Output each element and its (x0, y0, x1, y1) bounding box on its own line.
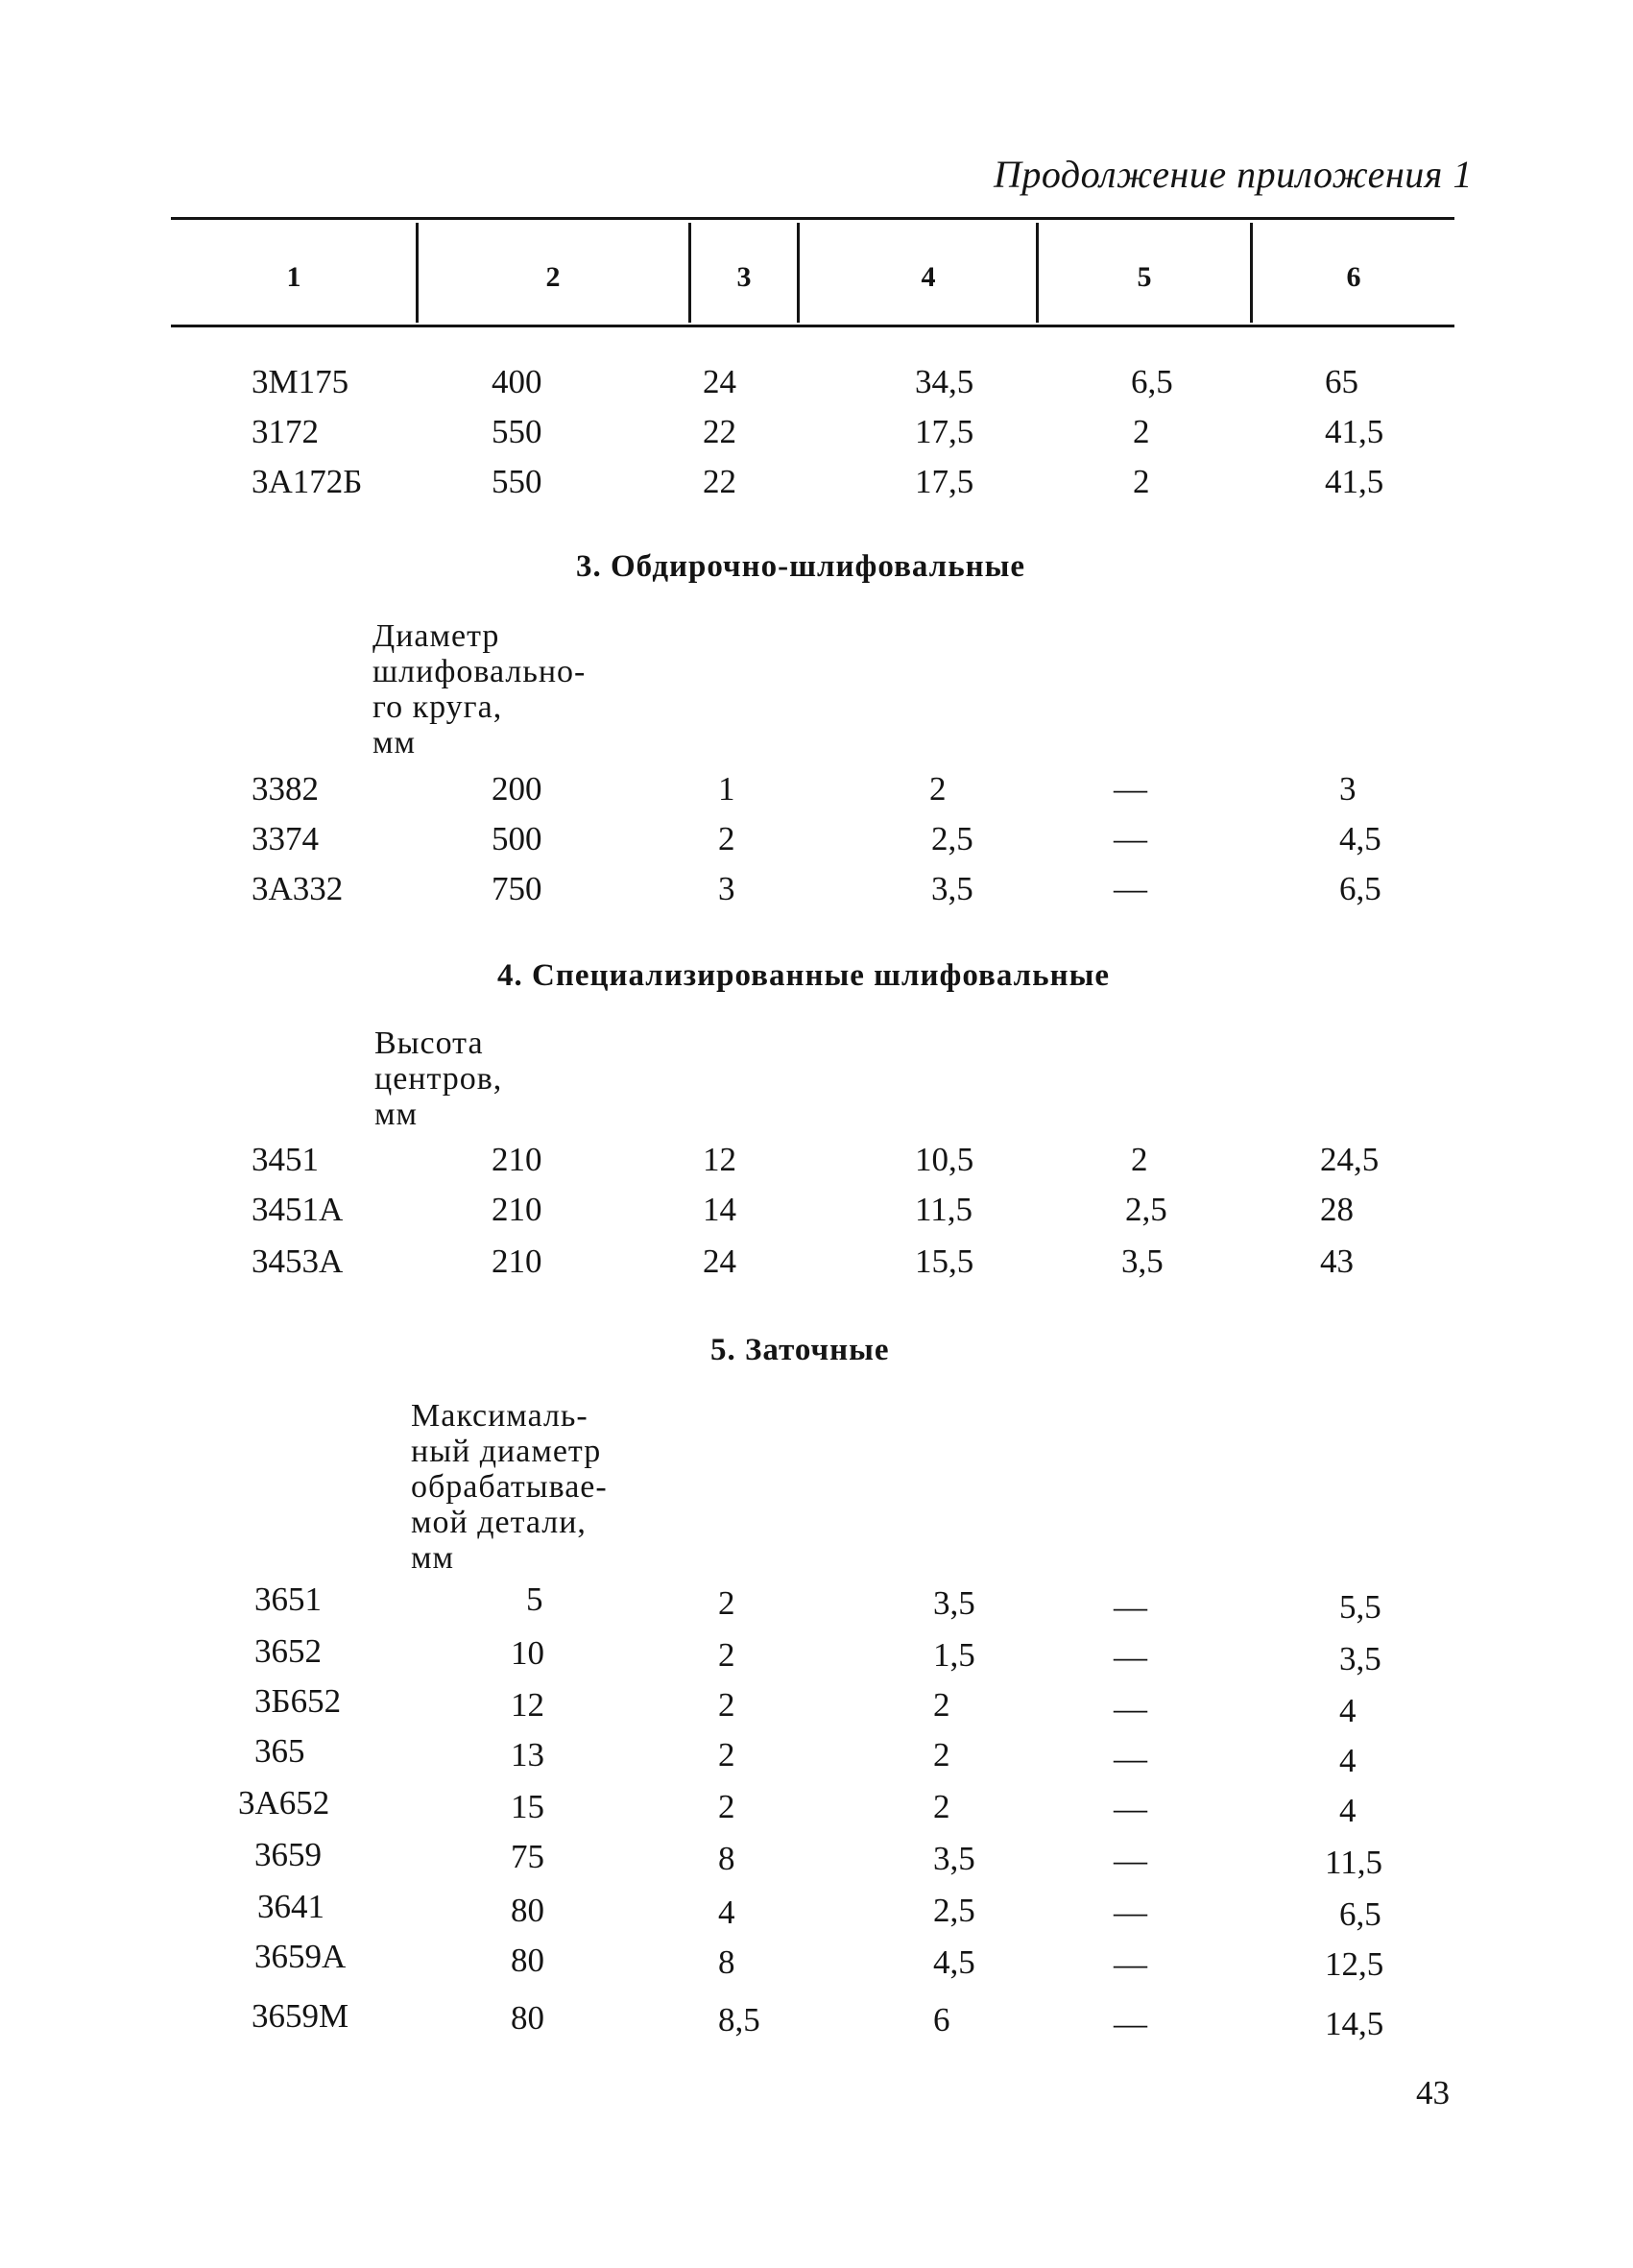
table-cell: 17,5 (915, 413, 974, 450)
table-cell: 3652 (254, 1632, 322, 1670)
table-cell: 12,5 (1325, 1945, 1384, 1983)
table-cell: 1 (718, 770, 735, 808)
column-header-3: 3 (736, 261, 752, 293)
table-cell: 2 (1131, 1141, 1148, 1178)
table-cell: 3А172Б (252, 463, 363, 500)
table-cell: 365 (254, 1732, 305, 1770)
table-cell: 11,5 (1325, 1844, 1382, 1881)
header-separator (1250, 223, 1253, 323)
table-cell: 13 (511, 1736, 544, 1773)
table-cell: — (1114, 1790, 1147, 1827)
table-cell: 2,5 (1125, 1191, 1167, 1228)
section-caption: Высота центров, мм (374, 1025, 503, 1132)
table-cell: 2 (933, 1736, 950, 1773)
table-cell: — (1114, 1842, 1147, 1879)
table-cell: 43 (1320, 1243, 1354, 1280)
table-cell: 14 (703, 1191, 736, 1228)
table-cell: 3382 (252, 770, 319, 808)
table-cell: — (1114, 1690, 1147, 1727)
table-cell: 500 (492, 820, 542, 857)
table-cell: 2 (933, 1788, 950, 1825)
table-cell: 3451А (252, 1191, 344, 1228)
table-cell: 4 (1339, 1742, 1357, 1779)
table-cell: 3,5 (931, 870, 973, 907)
table-cell: 12 (511, 1686, 544, 1724)
table-cell: 4 (718, 1894, 735, 1931)
table-cell: 8,5 (718, 2001, 760, 2039)
section-title: 3. Обдирочно-шлифовальные (576, 549, 1026, 584)
table-cell: — (1114, 1894, 1147, 1931)
table-cell: 24 (703, 363, 736, 400)
table-cell: 3172 (252, 413, 319, 450)
table-cell: 80 (511, 1999, 544, 2037)
table-cell: 2 (718, 1584, 735, 1622)
table-cell: 3,5 (1339, 1640, 1381, 1677)
table-cell: 210 (492, 1141, 542, 1178)
table-cell: 3651 (254, 1580, 322, 1618)
table-cell: — (1114, 1945, 1147, 1983)
page-number: 43 (1416, 2074, 1450, 2111)
table-cell: 3А332 (252, 870, 344, 907)
table-cell: 3374 (252, 820, 319, 857)
table-cell: 2 (718, 820, 735, 857)
table-cell: 75 (511, 1838, 544, 1875)
header-bottom-rule (171, 325, 1454, 327)
table-cell: 65 (1325, 363, 1358, 400)
table-cell: 80 (511, 1892, 544, 1929)
table-cell: 2 (718, 1736, 735, 1773)
table-cell: 210 (492, 1243, 542, 1280)
table-cell: 550 (492, 413, 542, 450)
table-cell: 10 (511, 1634, 544, 1672)
table-cell: — (1114, 870, 1147, 907)
header-separator (797, 223, 800, 323)
column-header-6: 6 (1346, 261, 1361, 293)
table-cell: 80 (511, 1942, 544, 1979)
table-cell: 12 (703, 1141, 736, 1178)
table-cell: 3,5 (933, 1840, 975, 1877)
table-cell: 34,5 (915, 363, 974, 400)
column-header-4: 4 (921, 261, 936, 293)
table-cell: 5 (526, 1580, 543, 1618)
table-cell: 6,5 (1339, 870, 1381, 907)
header-separator (1036, 223, 1039, 323)
column-header-5: 5 (1137, 261, 1152, 293)
table-cell: 3 (718, 870, 735, 907)
table-cell: 24,5 (1320, 1141, 1380, 1178)
header-top-rule (171, 217, 1454, 220)
table-cell: 2 (718, 1788, 735, 1825)
table-cell: — (1114, 770, 1147, 808)
table-cell: 3Б652 (254, 1682, 342, 1720)
header-separator (688, 223, 691, 323)
table-cell: — (1114, 2005, 1147, 2042)
table-cell: 4,5 (933, 1943, 975, 1981)
table-cell: 4 (1339, 1792, 1357, 1829)
table-cell: 2 (718, 1636, 735, 1674)
table-cell: 24 (703, 1243, 736, 1280)
table-cell: 4,5 (1339, 820, 1381, 857)
table-cell: 15,5 (915, 1243, 974, 1280)
table-cell: 14,5 (1325, 2005, 1384, 2042)
table-cell: 3659М (252, 1997, 349, 2035)
section-title: 4. Специализированные шлифовальные (497, 958, 1111, 993)
table-cell: 22 (703, 413, 736, 450)
section-caption: Диаметр шлифовально- го круга, мм (372, 618, 587, 760)
table-cell: 3 (1339, 770, 1357, 808)
table-cell: — (1114, 1588, 1147, 1626)
table-cell: 6,5 (1339, 1895, 1381, 1933)
table-cell: — (1114, 1740, 1147, 1777)
table-cell: 2 (1133, 463, 1150, 500)
table-cell: 3453А (252, 1243, 344, 1280)
table-cell: 10,5 (915, 1141, 974, 1178)
table-cell: 22 (703, 463, 736, 500)
table-cell: 11,5 (915, 1191, 973, 1228)
table-cell: 28 (1320, 1191, 1354, 1228)
table-cell: 3451 (252, 1141, 319, 1178)
table-cell: 2 (718, 1686, 735, 1724)
table-cell: 3659А (254, 1938, 347, 1975)
table-cell: 400 (492, 363, 542, 400)
table-cell: 5,5 (1339, 1588, 1381, 1626)
table-cell: 6 (933, 2001, 950, 2039)
table-cell: 41,5 (1325, 413, 1384, 450)
table-cell: 200 (492, 770, 542, 808)
table-cell: 1,5 (933, 1636, 975, 1674)
column-header-1: 1 (286, 261, 301, 293)
table-cell: 3659 (254, 1836, 322, 1873)
table-cell: 2 (933, 1686, 950, 1724)
table-cell: 750 (492, 870, 542, 907)
table-cell: 41,5 (1325, 463, 1384, 500)
section-title: 5. Заточные (710, 1333, 890, 1367)
table-cell: 8 (718, 1840, 735, 1877)
table-cell: 550 (492, 463, 542, 500)
table-cell: 6,5 (1131, 363, 1173, 400)
table-cell: — (1114, 1638, 1147, 1676)
table-cell: 2 (929, 770, 947, 808)
table-cell: 3М175 (252, 363, 349, 400)
column-header-2: 2 (545, 261, 561, 293)
table-cell: 3,5 (933, 1584, 975, 1622)
table-cell: 15 (511, 1788, 544, 1825)
table-cell: 2,5 (933, 1892, 975, 1929)
header-separator (416, 223, 419, 323)
section-caption: Максималь- ный диаметр обрабатывае- мой детали, мм (411, 1398, 608, 1576)
page-title: Продолжение приложения 1 (994, 153, 1473, 196)
table-cell: 3А652 (238, 1784, 330, 1822)
table-cell: 4 (1339, 1692, 1357, 1729)
table-cell: 17,5 (915, 463, 974, 500)
table-cell: 3641 (257, 1888, 324, 1925)
table-cell: — (1114, 820, 1147, 857)
table-cell: 210 (492, 1191, 542, 1228)
table-cell: 3,5 (1121, 1243, 1164, 1280)
table-cell: 2 (1133, 413, 1150, 450)
table-cell: 8 (718, 1943, 735, 1981)
table-cell: 2,5 (931, 820, 973, 857)
